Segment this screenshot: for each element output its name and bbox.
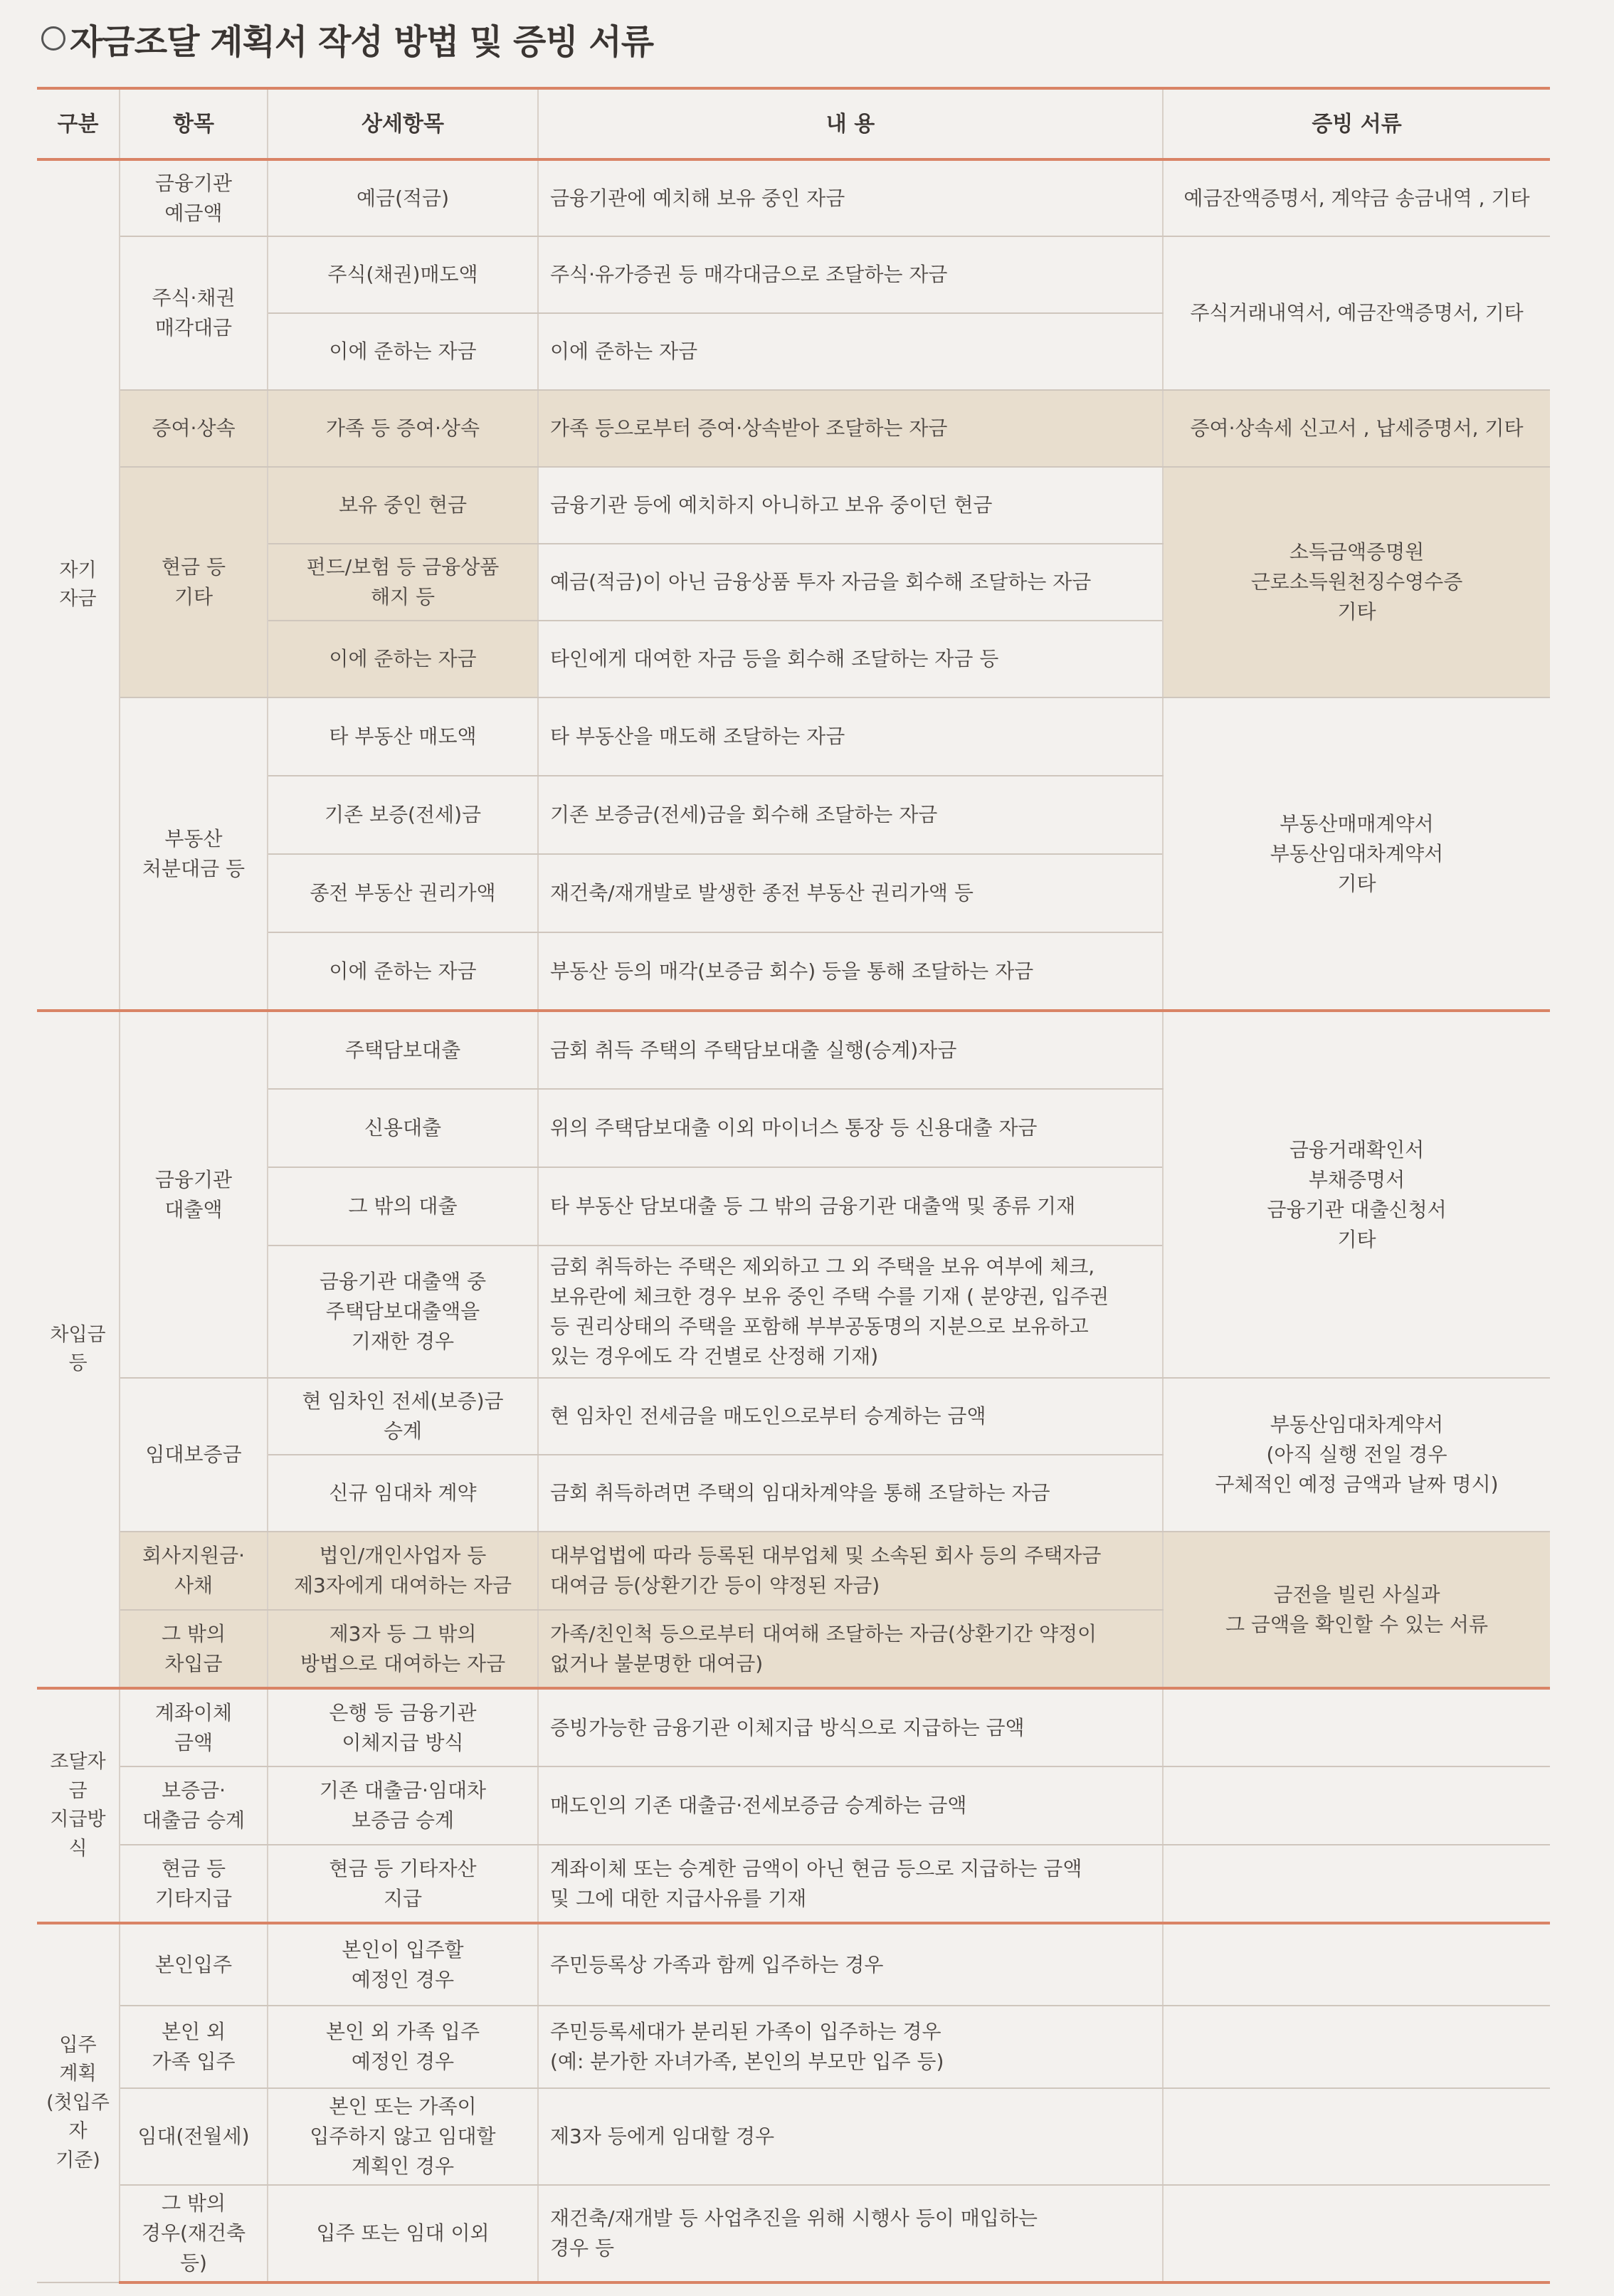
proof-empty — [1163, 2185, 1550, 2282]
item-gift: 증여·상속 — [120, 390, 268, 467]
content-cell: 타인에게 대여한 자금 등을 회수해 조달하는 자금 등 — [538, 621, 1163, 697]
table-row — [37, 1923, 1550, 2006]
content-cell: 금융기관에 예치해 보유 중인 자금 — [538, 159, 1163, 236]
content-cell: 예금(적금)이 아닌 금융상품 투자 자금을 회수해 조달하는 자금 — [538, 544, 1163, 621]
header-item: 항목 — [120, 88, 268, 159]
item-lease-deposit: 임대보증금 — [120, 1378, 268, 1532]
detail-cell: 예금(적금) — [268, 159, 538, 236]
detail-cell: 주식(채권)매도액 — [268, 236, 538, 313]
item-realestate: 부동산 처분대금 등 — [120, 697, 268, 1011]
item-transfer: 계좌이체 금액 — [120, 1688, 268, 1766]
detail-cell: 신규 임대차 계약 — [268, 1455, 538, 1532]
table-row — [37, 1688, 1550, 1766]
item-self-move: 본인입주 — [120, 1923, 268, 2006]
circle-bullet-icon — [41, 26, 65, 51]
proof-realestate: 부동산매매계약서 부동산임대차계약서 기타 — [1163, 697, 1550, 1011]
proof-borrow: 금전을 빌린 사실과 그 금액을 확인할 수 있는 서류 — [1163, 1532, 1550, 1688]
item-cash: 현금 등 기타 — [120, 467, 268, 697]
item-loan: 금융기관 대출액 — [120, 1011, 268, 1378]
detail-cell: 가족 등 증여·상속 — [268, 390, 538, 467]
content-cell: 증빙가능한 금융기관 이체지급 방식으로 지급하는 금액 — [538, 1688, 1163, 1766]
content-cell: 기존 보증금(전세)금을 회수해 조달하는 자금 — [538, 776, 1163, 854]
content-cell: 금융기관 등에 예치하지 아니하고 보유 중이던 현금 — [538, 467, 1163, 544]
content-cell: 가족/친인척 등으로부터 대여해 조달하는 자금(상환기간 약정이 없거나 불분명한 대여금) — [538, 1610, 1163, 1688]
category-borrowed: 차입금 등 — [37, 1011, 120, 1688]
table-row — [37, 697, 1550, 776]
proof-empty — [1163, 1766, 1550, 1845]
detail-cell: 신용대출 — [268, 1089, 538, 1167]
detail-cell: 기존 대출금·임대차 보증금 승계 — [268, 1766, 538, 1845]
proof-cash: 소득금액증명원 근로소득원천징수영수증 기타 — [1163, 467, 1550, 697]
proof-empty — [1163, 2006, 1550, 2088]
detail-cell: 이에 준하는 자금 — [268, 932, 538, 1011]
content-cell: 가족 등으로부터 증여·상속받아 조달하는 자금 — [538, 390, 1163, 467]
category-payment: 조달자금 지급방식 — [37, 1688, 120, 1923]
content-cell: 타 부동산을 매도해 조달하는 자금 — [538, 697, 1163, 776]
content-cell: 주민등록세대가 분리된 가족이 입주하는 경우 (예: 분가한 자녀가족, 본인의 부모만 입주 등) — [538, 2006, 1163, 2088]
proof-stock: 주식거래내역서, 예금잔액증명서, 기타 — [1163, 236, 1550, 390]
table-row — [37, 159, 1550, 236]
detail-cell: 현금 등 기타자산 지급 — [268, 1845, 538, 1923]
detail-cell: 그 밖의 대출 — [268, 1167, 538, 1246]
header-row — [37, 88, 1550, 159]
content-cell: 주민등록상 가족과 함께 입주하는 경우 — [538, 1923, 1163, 2006]
proof-empty — [1163, 1845, 1550, 1923]
table-row — [37, 1011, 1550, 1089]
detail-cell: 현 임차인 전세(보증)금 승계 — [268, 1378, 538, 1455]
item-other-borrow: 그 밖의 차입금 — [120, 1610, 268, 1688]
detail-cell: 이에 준하는 자금 — [268, 621, 538, 697]
detail-cell: 본인 외 가족 입주 예정인 경우 — [268, 2006, 538, 2088]
proof-empty — [1163, 2088, 1550, 2185]
content-cell: 계좌이체 또는 승계한 금액이 아닌 현금 등으로 지급하는 금액 및 그에 대한 지급사유를 기재 — [538, 1845, 1163, 1923]
detail-cell: 은행 등 금융기관 이체지급 방식 — [268, 1688, 538, 1766]
proof-loan: 금융거래확인서 부채증명서 금융기관 대출신청서 기타 — [1163, 1011, 1550, 1378]
title-block — [41, 10, 653, 67]
detail-cell: 기존 보증(전세)금 — [268, 776, 538, 854]
header-content: 내 용 — [538, 88, 1163, 159]
detail-cell: 입주 또는 임대 이외 — [268, 2185, 538, 2282]
content-cell: 금회 취득하려면 주택의 임대차계약을 통해 조달하는 자금 — [538, 1455, 1163, 1532]
table-row — [37, 2185, 1550, 2282]
content-cell: 현 임차인 전세금을 매도인으로부터 승계하는 금액 — [538, 1378, 1163, 1455]
proof-deposit: 예금잔액증명서, 계약금 송금내역 , 기타 — [1163, 159, 1550, 236]
content-cell: 이에 준하는 자금 — [538, 313, 1163, 390]
detail-cell: 본인이 입주할 예정인 경우 — [268, 1923, 538, 2006]
page-title: 자금조달 계획서 작성 방법 및 증빙 서류 — [70, 21, 654, 62]
content-cell: 위의 주택담보대출 이외 마이너스 통장 등 신용대출 자금 — [538, 1089, 1163, 1167]
funding-plan-table — [37, 87, 1550, 2284]
proof-gift: 증여·상속세 신고서 , 납세증명서, 기타 — [1163, 390, 1550, 467]
content-cell: 타 부동산 담보대출 등 그 밖의 금융기관 대출액 및 종류 기재 — [538, 1167, 1163, 1246]
table-row — [37, 1532, 1550, 1610]
detail-cell: 제3자 등 그 밖의 방법으로 대여하는 자금 — [268, 1610, 538, 1688]
content-cell: 제3자 등에게 임대할 경우 — [538, 2088, 1163, 2185]
detail-cell: 이에 준하는 자금 — [268, 313, 538, 390]
item-company: 회사지원금· 사채 — [120, 1532, 268, 1610]
table-row — [37, 467, 1550, 544]
header-proof: 증빙 서류 — [1163, 88, 1550, 159]
table-row — [37, 1378, 1550, 1455]
table-row — [37, 390, 1550, 467]
detail-cell: 타 부동산 매도액 — [268, 697, 538, 776]
detail-cell: 펀드/보험 등 금융상품 해지 등 — [268, 544, 538, 621]
item-deposit: 금융기관 예금액 — [120, 159, 268, 236]
proof-empty — [1163, 1923, 1550, 2006]
detail-cell: 보유 중인 현금 — [268, 467, 538, 544]
header-category: 구분 — [37, 88, 120, 159]
item-cash-pay: 현금 등 기타지급 — [120, 1845, 268, 1923]
detail-cell: 본인 또는 가족이 입주하지 않고 임대할 계획인 경우 — [268, 2088, 538, 2185]
item-other-case: 그 밖의 경우(재건축 등) — [120, 2185, 268, 2282]
content-cell: 매도인의 기존 대출금·전세보증금 승계하는 금액 — [538, 1766, 1163, 1845]
content-cell: 금회 취득 주택의 주택담보대출 실행(승계)자금 — [538, 1011, 1163, 1089]
table-row — [37, 2006, 1550, 2088]
table-row — [37, 1845, 1550, 1923]
table-row — [37, 236, 1550, 313]
detail-cell: 법인/개인사업자 등 제3자에게 대여하는 자금 — [268, 1532, 538, 1610]
item-family-move: 본인 외 가족 입주 — [120, 2006, 268, 2088]
table-row — [37, 1766, 1550, 1845]
table-row — [37, 2088, 1550, 2185]
content-cell: 대부업법에 따라 등록된 대부업체 및 소속된 회사 등의 주택자금 대여금 등(상환기간 등이 약정된 자금) — [538, 1532, 1163, 1610]
content-cell: 재건축/재개발로 발생한 종전 부동산 권리가액 등 — [538, 854, 1163, 932]
proof-lease: 부동산임대차계약서 (아직 실행 전일 경우 구체적인 예정 금액과 날짜 명시) — [1163, 1378, 1550, 1532]
header-detail: 상세항목 — [268, 88, 538, 159]
detail-cell: 금융기관 대출액 중 주택담보대출액을 기재한 경우 — [268, 1246, 538, 1378]
content-cell: 재건축/재개발 등 사업추진을 위해 시행사 등이 매입하는 경우 등 — [538, 2185, 1163, 2282]
proof-empty — [1163, 1688, 1550, 1766]
item-assume: 보증금· 대출금 승계 — [120, 1766, 268, 1845]
content-cell: 금회 취득하는 주택은 제외하고 그 외 주택을 보유 여부에 체크, 보유란에 체크한 경우 보유 중인 주택 수를 기재 ( 분양권, 입주권 등 권리상태의 주택을 포함해 부부공동명의 지분으로 보유하고 있는 경우에도 각 건별로 산정해 기재) — [538, 1246, 1163, 1378]
category-occupancy: 입주 계획 (첫입주 자 기준) — [37, 1923, 120, 2282]
detail-cell: 주택담보대출 — [268, 1011, 538, 1089]
content-cell: 부동산 등의 매각(보증금 회수) 등을 통해 조달하는 자금 — [538, 932, 1163, 1011]
item-stock: 주식·채권 매각대금 — [120, 236, 268, 390]
category-own-funds: 자기 자금 — [37, 159, 120, 1011]
item-rent: 임대(전월세) — [120, 2088, 268, 2185]
content-cell: 주식·유가증권 등 매각대금으로 조달하는 자금 — [538, 236, 1163, 313]
detail-cell: 종전 부동산 권리가액 — [268, 854, 538, 932]
